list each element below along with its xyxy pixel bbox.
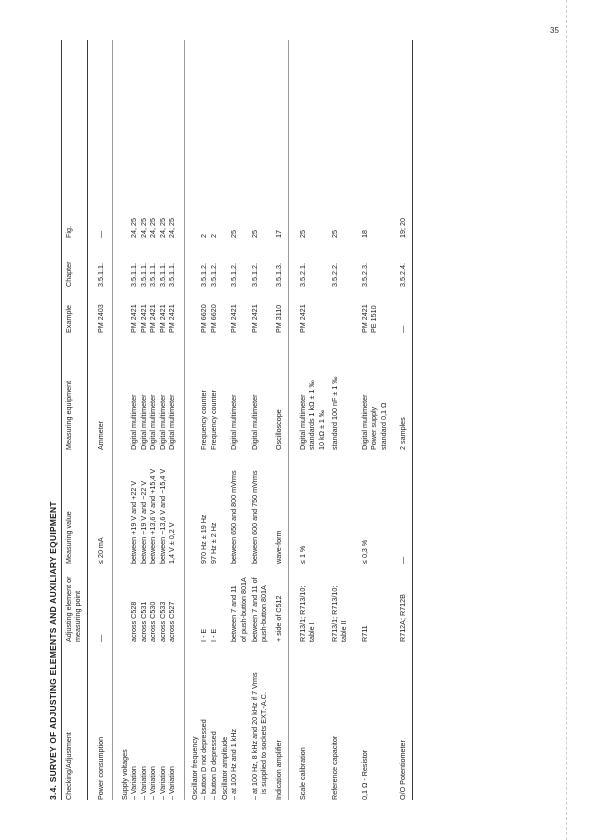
header-fig: Fig.: [64, 226, 73, 238]
cell-element: between 7 and 11 of push-button 801A: [250, 577, 269, 642]
cell-fig: 25: [250, 230, 259, 238]
cell-chapter: 3.5.1.2. 3.5.1.2.: [199, 263, 218, 287]
cell-example: PM 2421 PE 1510: [360, 304, 379, 333]
cell-fig: 25: [330, 230, 339, 238]
cell-value: —: [398, 556, 407, 564]
header-value: Measuring value: [64, 511, 73, 564]
table-header-rule: [87, 40, 88, 800]
cell-chapter: 3.5.2.1.: [298, 263, 307, 287]
cell-value: ≤ 20 mA: [96, 537, 105, 564]
cell-equipment: Ammeter: [96, 420, 105, 450]
row-separator: [288, 40, 289, 800]
cell-equipment: 2 samples: [398, 417, 407, 450]
cell-fig: 25: [298, 230, 307, 238]
cell-element: + side of C512: [274, 595, 283, 642]
cell-example: PM 2403: [96, 304, 105, 333]
cell-element: across C528 across C531 across C530 across C533 across C527: [129, 601, 177, 642]
cell-check: Indication amplifier: [274, 740, 283, 800]
header-element: Adjusting element or measuring point: [64, 576, 83, 642]
table-header-row: [64, 40, 86, 800]
header-example: Example: [64, 305, 73, 333]
cell-example: —: [398, 325, 407, 333]
cell-chapter: 3.5.1.1. 3.5.1.1. 3.5.1.1. 3.5.1.1. 3.5.1.1.: [129, 263, 177, 287]
page-number: 35: [550, 26, 559, 35]
cell-element: R712A; R712B: [398, 594, 407, 642]
cell-chapter: 3.5.1.1.: [96, 263, 105, 287]
cell-check: Supply voltages – Variation – Variation – Variation – Variation – Variation: [120, 749, 177, 800]
cell-fig: 18: [360, 230, 369, 238]
cell-example: PM 6620 PM 6620: [199, 304, 218, 333]
cell-example: PM 2421 PM 2421 PM 2421 PM 2421 PM 2421: [129, 304, 177, 333]
row-separator: [184, 40, 185, 800]
cell-value: 970 Hz ± 19 Hz 97 Hz ± 2 Hz: [199, 514, 218, 564]
cell-equipment: standard 100 nF ± 1 ‰: [330, 376, 339, 450]
cell-example: PM 2421: [250, 304, 259, 333]
cell-element: R713/1; R713/10; table II: [330, 585, 349, 642]
cell-example: PM 2421: [298, 304, 307, 333]
cell-check: Reference capacitor: [330, 735, 339, 800]
cell-fig: 24, 25 24, 25 24, 25 24, 25 24, 25: [129, 218, 177, 238]
cell-value: ≤ 0,3 %: [360, 539, 369, 564]
cell-equipment: Digital multimeter Power supply standard 0,1 Ω: [360, 394, 388, 450]
cell-value: between 650 and 800 mVrms: [229, 470, 239, 564]
cell-chapter: 3.5.1.2.: [250, 263, 259, 287]
cell-check: O/O Potentiometer: [398, 740, 407, 800]
cell-equipment: Digital multimeter Digital multimeter Digital multimeter Digital multimeter Digital multimeter: [129, 394, 177, 450]
section-title: 3.4. SURVEY OF ADJUSTING ELEMENTS AND AUXILIARY EQUIPMENT: [48, 501, 58, 800]
cell-example: PM 2421: [229, 304, 239, 333]
cell-fig: 25: [229, 230, 239, 238]
cell-check: – at 100 Hz, 8 kHz and 20 kHz if 7 Vrms is supplied to sockets EXT.-A.C.: [250, 672, 269, 800]
cell-element: R713/1; R713/10; table I: [298, 585, 317, 642]
cell-value: wave-form: [274, 530, 283, 564]
cell-fig: 19; 20: [398, 218, 407, 238]
cell-chapter: 3.5.2.3.: [360, 263, 369, 287]
header-equipment: Measuring equipment: [64, 380, 73, 450]
cell-equipment: Digital multimeter: [229, 394, 239, 450]
cell-chapter: 3.5.1.2.: [229, 263, 239, 287]
cell-element: between 7 and 11 of push-button 801A: [229, 577, 248, 642]
cell-chapter: 3.5.2.2.: [330, 263, 339, 287]
cell-value: ≤ 1 %: [298, 545, 307, 564]
cell-check: Oscillator frequency – button D not depressed – button D depressed: [190, 719, 218, 800]
cell-chapter: 3.5.2.4.: [398, 263, 407, 287]
cell-element: I - E I - E: [199, 628, 218, 642]
cell-equipment: Frequency counter Frequency counter: [199, 390, 218, 450]
cell-fig: 2 2: [199, 234, 218, 238]
cell-check: Oscillator amplitude – at 100 Hz and 1 kHz: [220, 728, 239, 800]
row-separator: [112, 40, 113, 800]
table-bottom-rule: [412, 40, 413, 800]
rotated-table-page: [40, 40, 460, 800]
cell-value: between 600 and 750 mVrms: [250, 470, 259, 564]
cell-equipment: Oscilloscope: [274, 409, 283, 450]
cell-fig: 17: [274, 230, 283, 238]
cell-check: Power consumption: [96, 736, 105, 800]
cell-example: PM 3110: [274, 304, 283, 333]
cell-check: 0,1 Ω - Resistor: [360, 749, 369, 800]
cell-chapter: 3.5.1.3.: [274, 263, 283, 287]
cell-equipment: Digital multimeter standards 1 kΩ ± 1 ‰ 10 kΩ ± 1 ‰: [298, 380, 326, 450]
cell-fig: —: [96, 230, 105, 238]
cell-element: R711: [360, 625, 369, 642]
cell-element: —: [96, 634, 105, 642]
table-top-rule: [61, 40, 62, 800]
scan-gutter-line: [566, 0, 568, 840]
cell-check: Scale calibration: [298, 747, 307, 800]
header-check: Checking/Adjustment: [64, 732, 73, 800]
cell-value: between +19 V and +22 V between −19 V and −22 V between +13,6 V and +15,4 V between −13,6 V and −15,4 V 1,4 V ± 0,2 V: [129, 468, 177, 564]
header-chapter: Chapter: [64, 261, 73, 287]
cell-equipment: Digital multimeter: [250, 394, 259, 450]
